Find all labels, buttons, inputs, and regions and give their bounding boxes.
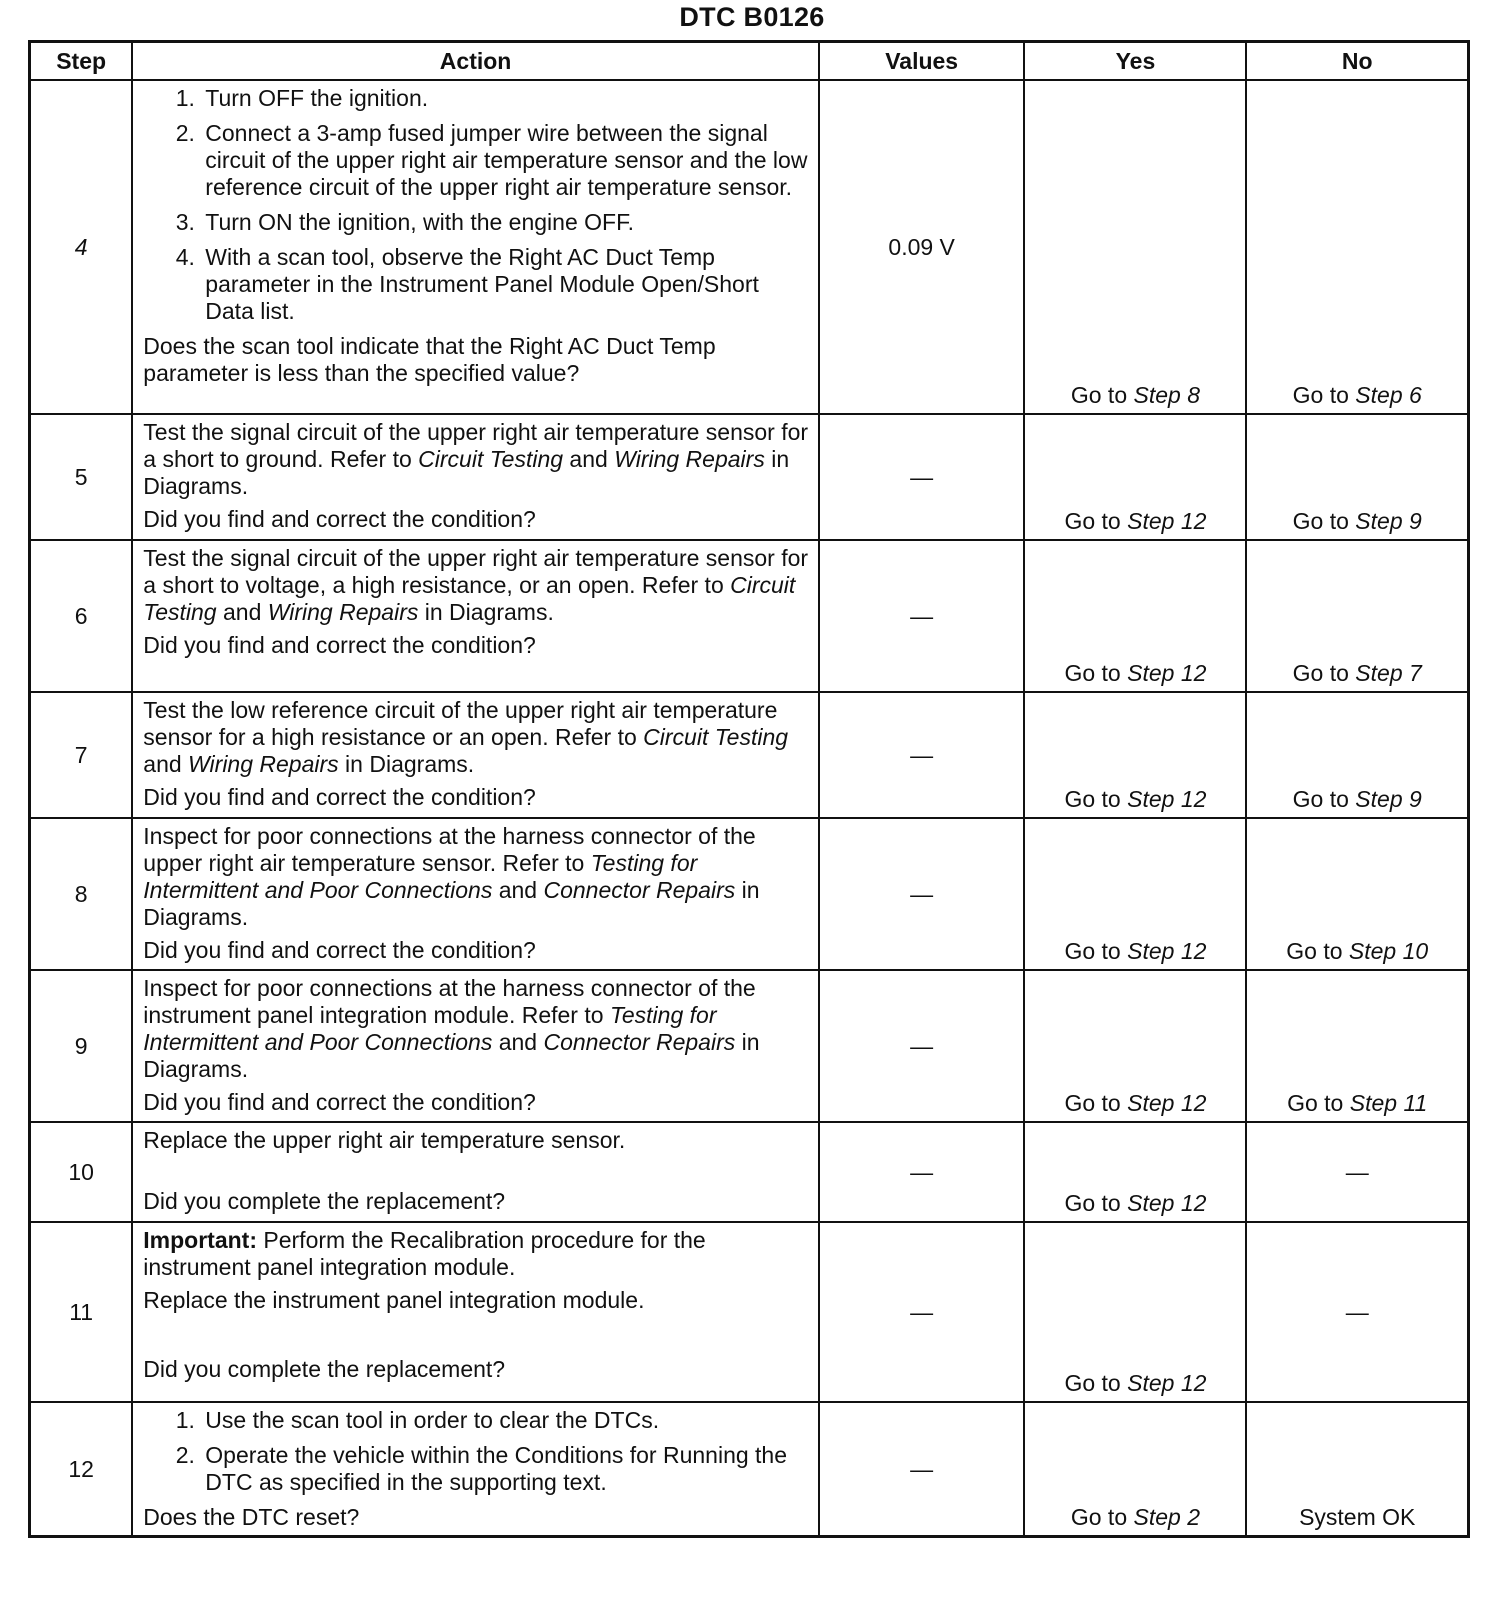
list-item: 1. Use the scan tool in order to clear the DTCs.	[201, 1407, 810, 1434]
no-cell: —	[1246, 1122, 1468, 1222]
action-cell	[132, 80, 819, 414]
step-number: 9	[30, 970, 133, 1122]
no-cell: System OK	[1246, 1402, 1468, 1537]
step-reference: Step 12	[1127, 1370, 1207, 1396]
value-cell: —	[819, 414, 1025, 540]
no-cell: Go to Step 9	[1246, 692, 1468, 818]
question-text: Does the DTC reset?	[143, 1504, 360, 1530]
step-reference: Step 10	[1348, 938, 1429, 964]
action-cell	[132, 1122, 819, 1222]
spacer	[143, 1154, 810, 1182]
action-cell	[132, 1402, 819, 1537]
yes-cell: Go to Step 2	[1024, 1402, 1246, 1537]
instruction-text: Inspect for poor connections at the harness connector of the upper right air temperature sensor. Refer to Testing for Intermittent and Poor Connections and Connector Repairs in Diagrams.	[143, 823, 760, 930]
table-row	[30, 1402, 1469, 1537]
instruction-text: Replace the instrument panel integration module.	[143, 1287, 645, 1313]
value-cell: —	[819, 1122, 1025, 1222]
action-cell	[132, 692, 819, 818]
column-header-yes: Yes	[1024, 42, 1246, 81]
table-row	[30, 970, 1469, 1122]
table-row	[30, 692, 1469, 818]
yes-cell: Go to Step 12	[1024, 818, 1246, 970]
list-item: 4. With a scan tool, observe the Right AC Duct Temp parameter in the Instrument Panel Module Open/Short Data list.	[201, 244, 810, 325]
yes-cell: Go to Step 12	[1024, 1222, 1246, 1402]
step-number: 12	[30, 1402, 133, 1537]
yes-cell: Go to Step 8	[1024, 80, 1246, 414]
table-row	[30, 80, 1469, 414]
step-reference: Step 12	[1127, 508, 1207, 534]
value-cell: —	[819, 1402, 1025, 1537]
column-header-action: Action	[132, 42, 819, 81]
question-text: Did you complete the replacement?	[143, 1188, 506, 1214]
step-reference: Step 6	[1355, 382, 1422, 408]
instruction-text: Test the signal circuit of the upper right air temperature sensor for a short to ground. Refer to Circuit Testing and Wiring Repairs in Diagrams.	[143, 419, 809, 499]
question-text: Did you find and correct the condition?	[143, 1089, 536, 1115]
step-number: 10	[30, 1122, 133, 1222]
column-header-step: Step	[30, 42, 133, 81]
question-text: Did you find and correct the condition?	[143, 632, 536, 658]
yes-cell: Go to Step 12	[1024, 414, 1246, 540]
no-cell: —	[1246, 1222, 1468, 1402]
question-text: Did you find and correct the condition?	[143, 506, 536, 532]
column-header-values: Values	[819, 42, 1025, 81]
question-text: Does the scan tool indicate that the Right AC Duct Temp parameter is less than the specified value?	[143, 333, 716, 386]
table-row	[30, 540, 1469, 692]
action-cell	[132, 414, 819, 540]
yes-cell: Go to Step 12	[1024, 1122, 1246, 1222]
step-reference: Step 9	[1355, 786, 1422, 812]
step-number: 5	[30, 414, 133, 540]
action-cell	[132, 1222, 819, 1402]
value-cell: —	[819, 540, 1025, 692]
step-reference: Step 12	[1127, 938, 1207, 964]
important-note: Important: Perform the Recalibration procedure for the instrument panel integration module.	[143, 1227, 706, 1280]
question-text: Did you find and correct the condition?	[143, 937, 536, 963]
value-cell: —	[819, 692, 1025, 818]
step-reference: Step 12	[1127, 786, 1207, 812]
no-cell: Go to Step 6	[1246, 80, 1468, 414]
no-cell: Go to Step 9	[1246, 414, 1468, 540]
no-cell: Go to Step 10	[1246, 818, 1468, 970]
step-number: 4	[30, 80, 133, 414]
action-cell	[132, 818, 819, 970]
list-item: 3. Turn ON the ignition, with the engine OFF.	[201, 209, 810, 236]
action-cell	[132, 540, 819, 692]
step-reference: Step 9	[1355, 508, 1422, 534]
list-item: 2. Operate the vehicle within the Conditions for Running the DTC as specified in the supporting text.	[201, 1442, 810, 1496]
value-cell: 0.09 V	[819, 80, 1025, 414]
yes-cell: Go to Step 12	[1024, 692, 1246, 818]
yes-cell: Go to Step 12	[1024, 540, 1246, 692]
no-cell: Go to Step 7	[1246, 540, 1468, 692]
instruction-text: Replace the upper right air temperature sensor.	[143, 1127, 626, 1153]
instruction-text: Inspect for poor connections at the harness connector of the instrument panel integration module. Refer to Testing for Intermittent and Poor Connections and Connector Repairs in Diagrams.	[143, 975, 760, 1082]
value-cell: —	[819, 1222, 1025, 1402]
step-reference: Step 7	[1355, 660, 1422, 686]
value-cell: —	[819, 818, 1025, 970]
table-row	[30, 1122, 1469, 1222]
instruction-text: Test the signal circuit of the upper right air temperature sensor for a short to voltage, a high resistance, or an open. Refer to Circuit Testing and Wiring Repairs in Diagrams.	[143, 545, 809, 625]
instruction-list	[143, 1407, 810, 1496]
page-title: DTC B0126	[679, 2, 825, 32]
step-reference: Step 8	[1133, 382, 1201, 408]
instruction-list	[143, 85, 810, 325]
instruction-text: Test the low reference circuit of the upper right air temperature sensor for a high resistance or an open. Refer to Circuit Testing and Wiring Repairs in Diagrams.	[143, 697, 789, 777]
list-item: 1. Turn OFF the ignition.	[201, 85, 810, 112]
table-row	[30, 818, 1469, 970]
step-reference: Step 12	[1127, 660, 1207, 686]
table-row	[30, 1222, 1469, 1402]
no-cell: Go to Step 11	[1246, 970, 1468, 1122]
question-text: Did you find and correct the condition?	[143, 784, 536, 810]
step-number: 11	[30, 1222, 133, 1402]
question-text: Did you complete the replacement?	[143, 1356, 506, 1382]
step-number: 8	[30, 818, 133, 970]
step-number: 6	[30, 540, 133, 692]
step-reference: Step 12	[1127, 1090, 1207, 1116]
step-reference: Step 2	[1133, 1504, 1201, 1530]
step-reference: Step 12	[1127, 1190, 1207, 1216]
spacer	[143, 1314, 810, 1350]
step-number: 7	[30, 692, 133, 818]
list-item: 2. Connect a 3-amp fused jumper wire between the signal circuit of the upper right air temperature sensor and the low reference circuit of the upper right air temperature sensor.	[201, 120, 810, 201]
yes-cell: Go to Step 12	[1024, 970, 1246, 1122]
step-reference: Step 11	[1349, 1090, 1428, 1116]
action-cell	[132, 970, 819, 1122]
table-header-row	[30, 42, 1469, 81]
column-header-no: No	[1246, 42, 1468, 81]
diagnostic-table	[28, 40, 1470, 1538]
value-cell: —	[819, 970, 1025, 1122]
table-row	[30, 414, 1469, 540]
